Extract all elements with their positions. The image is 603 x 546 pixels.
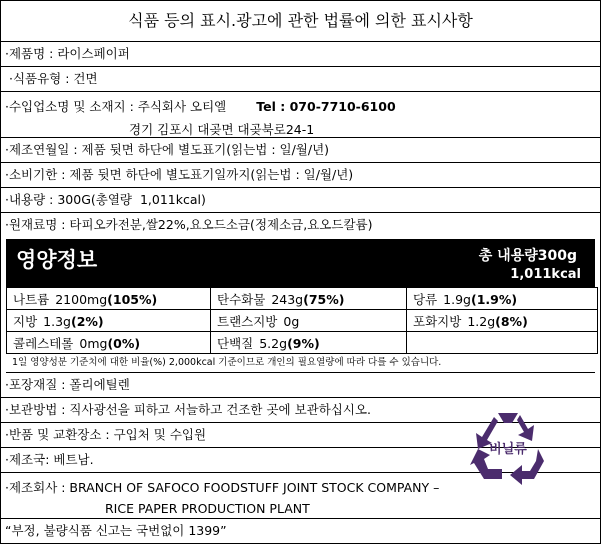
nutrition-row	[7, 332, 598, 354]
nutrition-cell	[407, 332, 598, 354]
nutrition-title: 영양정보	[16, 248, 98, 272]
nutrition-cell	[211, 332, 407, 354]
nutrient-percent: (0%)	[107, 335, 141, 351]
nutrition-total: 총 내용량300g	[478, 248, 577, 264]
importer-row	[1, 92, 600, 138]
nutrition-cell	[407, 310, 598, 332]
ingredients-row: ·원재료명 : 타피오카전분,쌀22%,요오드소금(정제소금,요오드칼륨)	[5, 217, 373, 232]
importer-name: ·수입업소명 및 소재지 : 주식회사 오티엘	[5, 99, 227, 114]
nutrition-kcal: 1,011kcal	[510, 267, 581, 282]
nutrient-percent: (1.9%)	[470, 291, 518, 307]
manufacturer-line1: ·제조회사 : BRANCH OF SAFOCO FOODSTUFF JOINT STOCK COMPANY –	[5, 480, 440, 495]
nutrition-cell	[211, 288, 407, 310]
storage-row: ·보관방법 : 직사광선을 피하고 서늘하고 건조한 곳에 보관하십시오.	[1, 398, 600, 423]
nutrition-table	[6, 287, 598, 354]
importer-phone: Tel : 070-7710-6100	[256, 99, 396, 114]
content-row: ·내용량 : 300G(총열량 1,011kcal)	[1, 188, 600, 213]
nutrient-percent: (9%)	[287, 335, 320, 351]
nutrient-name: 탄수화물	[217, 291, 266, 307]
nutrient-name: 콜레스테롤	[13, 335, 74, 351]
nutrition-row	[7, 288, 598, 310]
nutrition-cell	[7, 332, 211, 354]
nutrient-name: 나트륨	[13, 291, 50, 307]
expiry-row: ·소비기한 : 제품 뒷면 하단에 별도표기일까지(읽는법 : 일/월/년)	[1, 163, 600, 188]
nutrient-percent: (8%)	[495, 313, 528, 329]
label-title: 식품 등의 표시.광고에 관한 법률에 의한 표시사항	[1, 1, 600, 42]
nutrient-amount: 1.9g	[443, 291, 471, 307]
nutrient-amount: 0mg	[79, 335, 108, 351]
nutrient-name: 포화지방	[413, 313, 462, 329]
exchange-row: ·반품 및 교환장소 : 구입처 및 수입원	[1, 423, 600, 448]
nutrient-amount: 2100mg	[55, 291, 108, 307]
nutrition-cell	[7, 310, 211, 332]
nutrient-percent: (105%)	[107, 291, 158, 307]
nutrient-amount: 1.3g	[43, 313, 71, 329]
nutrition-row	[7, 310, 598, 332]
nutrient-amount: 5.2g	[259, 335, 288, 351]
product-name-row: ·제품명 : 라이스페이퍼	[1, 42, 600, 67]
manufacturer-line2: RICE PAPER PRODUCTION PLANT	[105, 501, 310, 516]
recycle-label: 비닐류	[489, 442, 527, 457]
nutrition-cell	[7, 288, 211, 310]
nutrient-amount: 243g	[271, 291, 304, 307]
nutrient-percent: (75%)	[303, 291, 345, 307]
nutrition-cell	[407, 288, 598, 310]
nutrient-percent: (2%)	[70, 313, 104, 329]
food-type-row: ·식품유형 : 건면	[1, 67, 600, 92]
bottom-section	[1, 373, 600, 543]
nutrition-cell	[211, 310, 407, 332]
origin-row: ·제조국: 베트남.	[1, 448, 600, 473]
packaging-row: ·포장재질 : 폴리에틸렌	[1, 373, 600, 398]
nutrient-amount: 1.2g	[467, 313, 496, 329]
manufacture-date-row: ·제조연월일 : 제품 뒷면 하단에 별도표기(읽는법 : 일/월/년)	[1, 138, 600, 163]
report-row: “부정, 불량식품 신고는 국번없이 1399”	[5, 523, 227, 538]
recycle-mark	[468, 407, 548, 487]
nutrition-note: 1일 영양성분 기준치에 대한 비율(%) 2,000kcal 기준이므로 개인의 필요열량에 따라 다를 수 있습니다.	[6, 354, 595, 373]
importer-address: 경기 김포시 대곶면 대곶북로24-1	[129, 122, 315, 137]
nutrient-name: 단백질	[217, 335, 254, 351]
nutrition-header	[6, 239, 595, 287]
nutrient-name: 지방	[13, 313, 38, 329]
nutrient-name: 당류	[413, 291, 438, 307]
nutrient-name: 트랜스지방	[217, 313, 278, 329]
nutrient-amount: 0g	[283, 313, 300, 329]
